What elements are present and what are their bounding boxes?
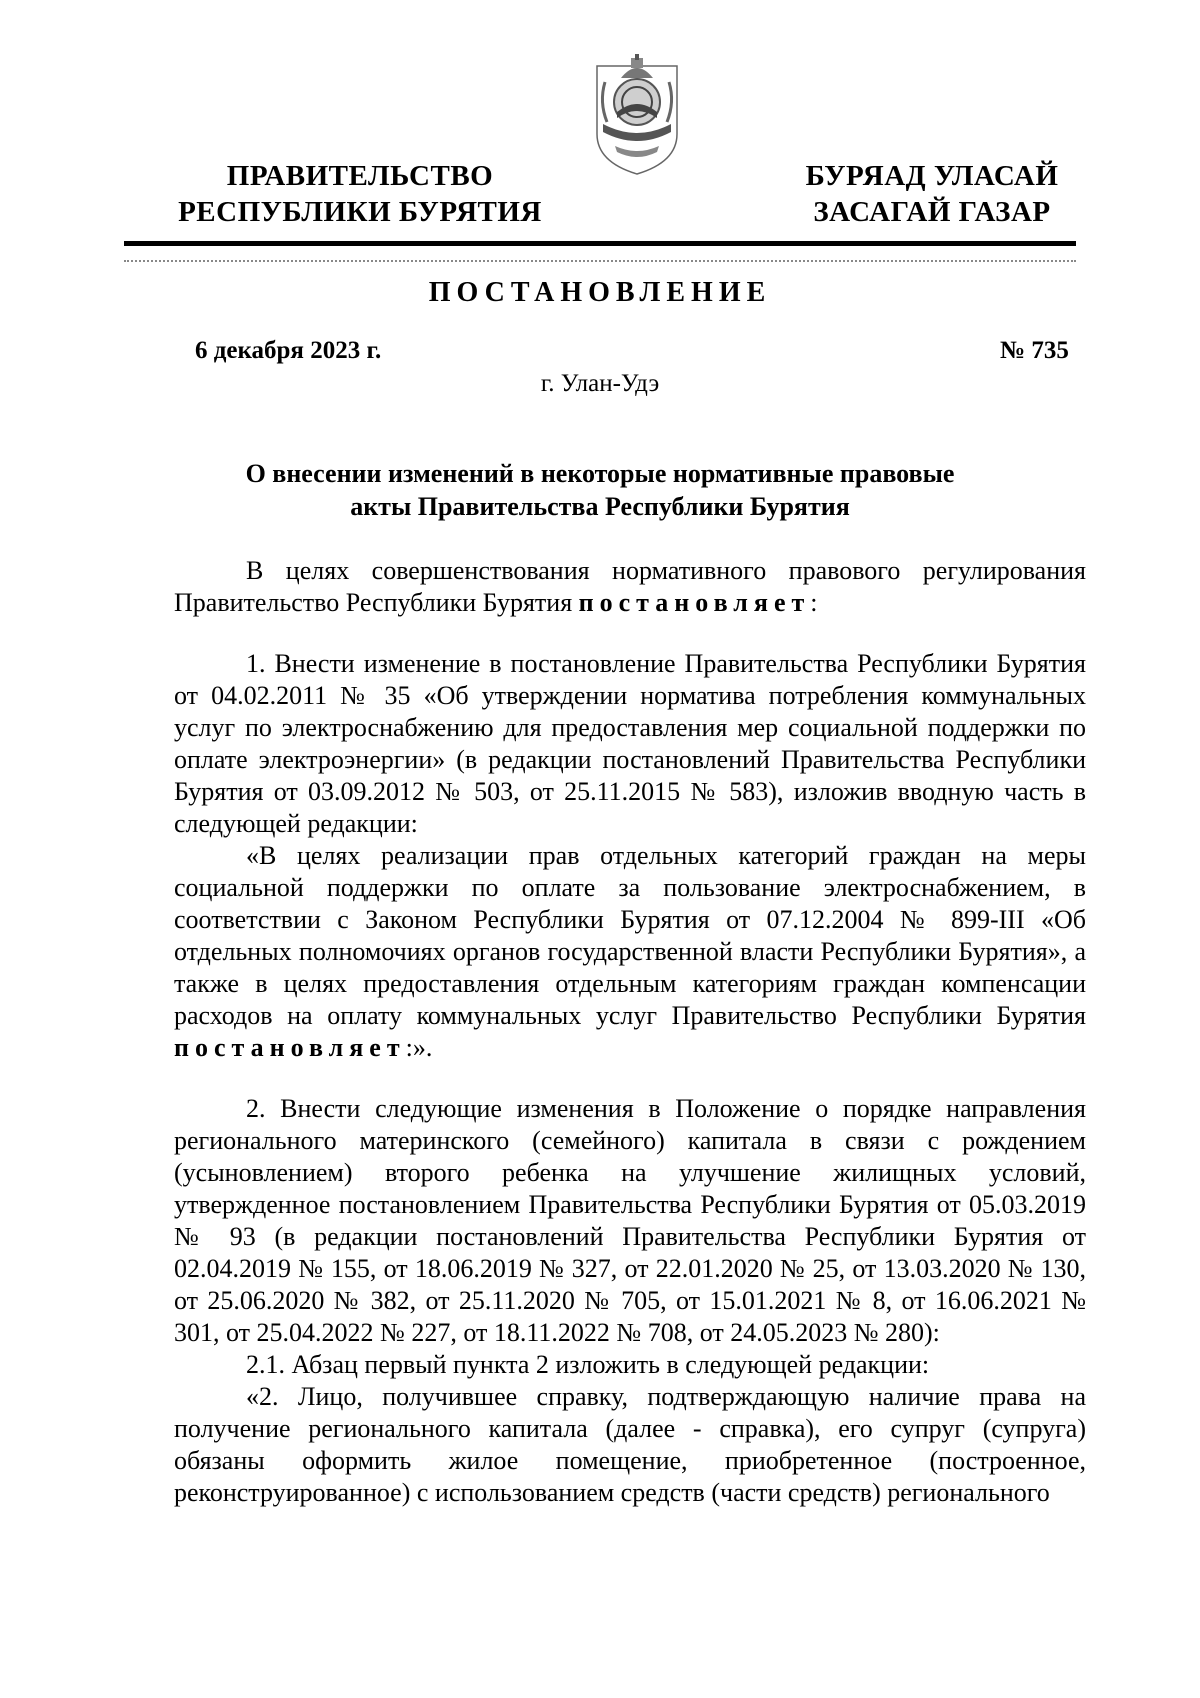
document-body bbox=[174, 555, 1086, 1509]
document-type-title: ПОСТАНОВЛЕНИЕ bbox=[428, 277, 772, 308]
paragraph-2: 2. Внести следующие изменения в Положение о порядке направления регионального материнского (семейного) капитала в связи с рождением (усыновлением) второго ребенка на улучшение жилищных условий, утвержденное постановлением Правительства Республики Бурятия от 05.03.2019 № 93 (в редакции постановлений Правительства Республики Бурятия от 02.04.2019 № 155, от 18.06.2019 № 327, от 22.01.2020 № 25, от 13.03.2020 № 130, от 25.06.2020 № 382, от 25.11.2020 № 705, от 15.01.2021 № 8, от 16.06.2021 № 301, от 25.04.2022 № 227, от 18.11.2022 № 708, от 24.05.2023 № 280): bbox=[174, 1094, 1086, 1347]
paragraph-2-quote: «2. Лицо, получившее справку, подтверждающую наличие права на получение регионального капитала (далее - справка), его супруг (супруга) обязаны оформить жилое помещение, приобретенное (построенное, реконструированное) с использованием средств (части средств) регионального bbox=[174, 1382, 1086, 1507]
emphasis-decree: постановляет bbox=[174, 1033, 406, 1062]
government-name-russian: ПРАВИТЕЛЬСТВО РЕСПУБЛИКИ БУРЯТИЯ bbox=[178, 160, 542, 228]
paragraph-1-quote: «В целях реализации прав отдельных категорий граждан на меры социальной поддержки по оплате за пользование электроснабжением, в соответствии с Законом Республики Бурятия от 07.12.2004 № 899-III «Об отдельных полномочиях органов государственной власти Республики Бурятия», а также в целях предоставления отдельным категориям граждан компенсации расходов на оплату коммунальных услуг Правительство Республики Бурятия постановляет:». bbox=[174, 841, 1086, 1062]
paragraph-1: 1. Внести изменение в постановление Правительства Республики Бурятия от 04.02.2011 № 35 «Об утверждении норматива потребления коммунальных услуг по электроснабжению для предоставления мер социальной поддержки по оплате электроэнергии» (в редакции постановлений Правительства Республики Бурятия от 03.09.2012 № 503, от 25.11.2015 № 583), изложив вводную часть в следующей редакции: bbox=[174, 649, 1086, 838]
emphasis-decree: постановляет bbox=[578, 588, 811, 617]
document-number: № 735 bbox=[1000, 337, 1069, 364]
coat-of-arms-emblem bbox=[591, 52, 683, 178]
intro-paragraph: В целях совершенствования нормативного правового регулирования Правительство Республики Бурятия постановляет: bbox=[174, 556, 1086, 617]
header-rule-dotted bbox=[124, 260, 1076, 262]
document-city: г. Улан-Удэ bbox=[540, 370, 660, 397]
government-name-buryat: БУРЯАД УЛАСАЙ ЗАСАГАЙ ГАЗАР bbox=[805, 160, 1059, 228]
header-rule-thick bbox=[124, 241, 1076, 246]
document-subject: О внесении изменений в некоторые нормативные правовые акты Правительства Республики Бурятия bbox=[245, 459, 955, 521]
document-date: 6 декабря 2023 г. bbox=[195, 337, 382, 364]
paragraph-2-1: 2.1. Абзац первый пункта 2 изложить в следующей редакции: bbox=[246, 1350, 930, 1379]
